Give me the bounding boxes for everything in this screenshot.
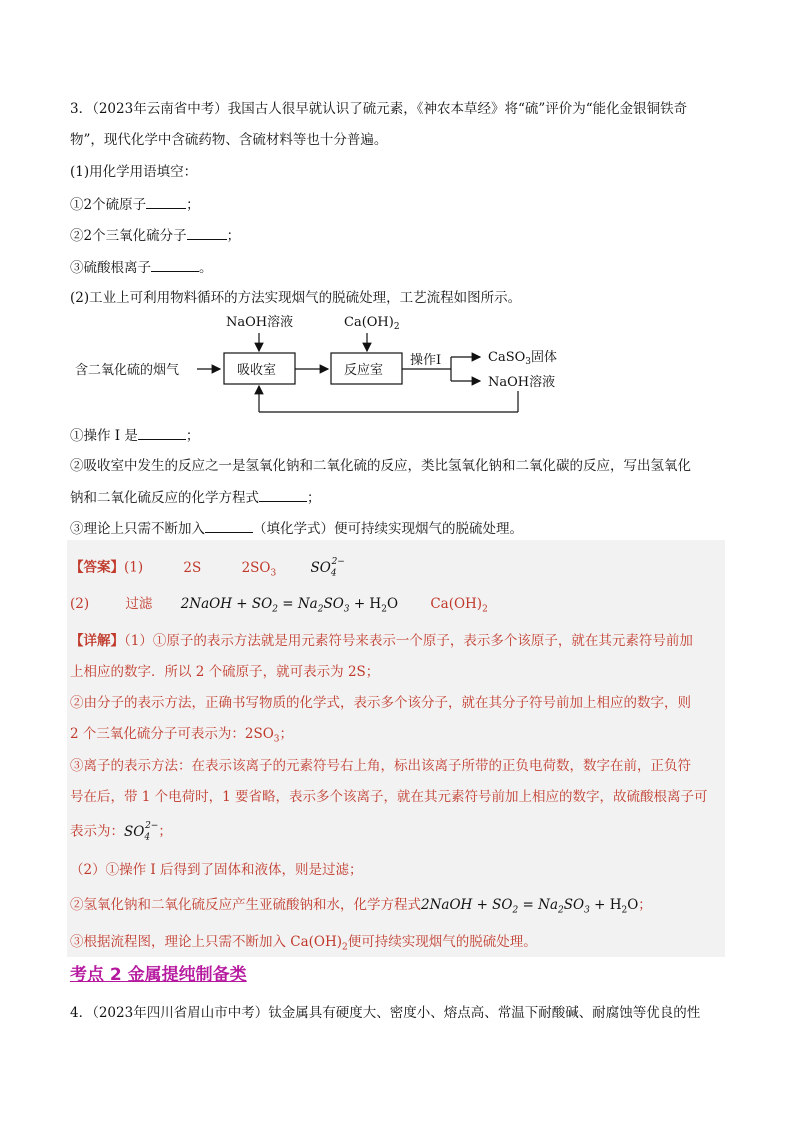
absorption-chamber-label: 吸收室 [237,363,277,378]
operation-label: 操作I [410,353,442,368]
item-2: ②2个三氧化硫分子 ； [70,225,240,246]
q2-item-1: ①操作 I 是 ； [70,425,199,446]
detail-line-9: ②氢氧化钠和二氧化硫反应产生亚硫酸钠和水，化学方程式2NaOH + $SO_2 = Na_2SO_3 + H_2O$； [70,897,652,916]
detail-line-6: 号在后，带 1 个电荷时，1 要省略，表示多个该离子，就在其元素符号前加上相应的数字，故硫酸根离子可 [70,789,708,805]
product-caso3: CaSO$_3$固体 [488,350,558,367]
q2-item-2a: ②吸收室中发生的反应之一是氢氧化钠和二氧化硫的反应，类比氢氧化钠和二氧化碳的反应，写出氢氧化 [70,458,691,474]
next-question-line: 4．（2023年四川省眉山市中考）钛金属具有硬度大、密度小、熔点高、常温下耐酸碱、耐腐蚀等优良的性 [70,1005,701,1021]
answer-2so3: $2SO_3$ [241,559,277,579]
answer-line-2: (2) 过滤 2NaOH + $SO_2 = Na_2SO_3 + H_2O$ $Ca(OH)_2$ [70,596,488,615]
q2-item-3: ③理论上只需不断加入 （填化学式）便可持续实现烟气的脱硫处理。 [70,518,523,539]
reaction-chamber-label: 反应室 [344,363,384,378]
q2-item-2b: 钠和二氧化硫反应的化学方程式 ； [70,487,321,508]
part2-title: (2)工业上可利用物料循环的方法实现烟气的脱硫处理，工艺流程如图所示。 [70,290,522,306]
answer-2s: 2S [183,559,202,576]
item-1: ①2个硫原子 ； [70,194,200,215]
answer-caoh2: $Ca(OH)_2$ [430,596,488,615]
part1-title: (1)用化学用语填空： [70,164,198,180]
item-3: ③硫酸根离子 。 [70,257,213,278]
answer-tag: 【答案】 [70,559,124,576]
flow-caoh2-in: $Ca(OH)_2$ [344,315,400,332]
detail-line-8: （2）①操作 I 后得到了固体和液体，则是过滤； [70,862,363,878]
detail-line-2: 上相应的数字．所以 2 个硫原子，就可表示为 2S； [70,664,380,680]
detail-line-4: 2 个三氧化硫分子可表示为：$2SO_3$； [70,726,294,745]
answer-equation: 2NaOH + $SO_2 = Na_2SO_3 + H_2O$ [180,596,399,615]
process-flow-diagram [0,305,794,420]
detail-line-7: 表示为：$SO_4^{2-}$； [70,821,172,843]
answer-sulfate-ion: $SO_4^{2-}$ [310,557,345,579]
question-line-1: 3．（2023年云南省中考）我国古人很早就认识了硫元素，《神农本草经》将“硫”评价为“能化金银铜铁奇 [70,101,688,117]
product-naoh: NaOH溶液 [488,375,556,390]
detail-line-10: ③根据流程图，理论上只需不断加入 $Ca(OH)_2$便可持续实现烟气的脱硫处理。 [70,934,537,953]
question-line-2: 物”，现代化学中含硫药物、含硫材料等也十分普遍。 [70,132,388,148]
detail-line-3: ②由分子的表示方法，正确书写物质的化学式，表示多个该分子，就在其分子符号前加上相应的数字，则 [70,695,691,711]
detail-line-1: 【详解】（1）①原子的表示方法就是用元素符号来表示一个原子，表示多个该原子，就在其元素符号前加 [70,633,693,649]
flow-input-gas: 含二氧化硫的烟气 [75,363,180,378]
section-heading: 考点 2 金属提纯制备类 [70,965,247,985]
flow-naoh-in: NaOH溶液 [226,315,294,330]
answer-line-1: 【答案】(1) 2S $2SO_3$ $SO_4^{2-}$ [70,557,345,579]
answer-filter: 过滤 [125,596,153,612]
detail-line-5: ③离子的表示方法：在表示该离子的元素符号右上角，标出该离子所带的正负电荷数，数字在前，正负符 [70,758,691,774]
